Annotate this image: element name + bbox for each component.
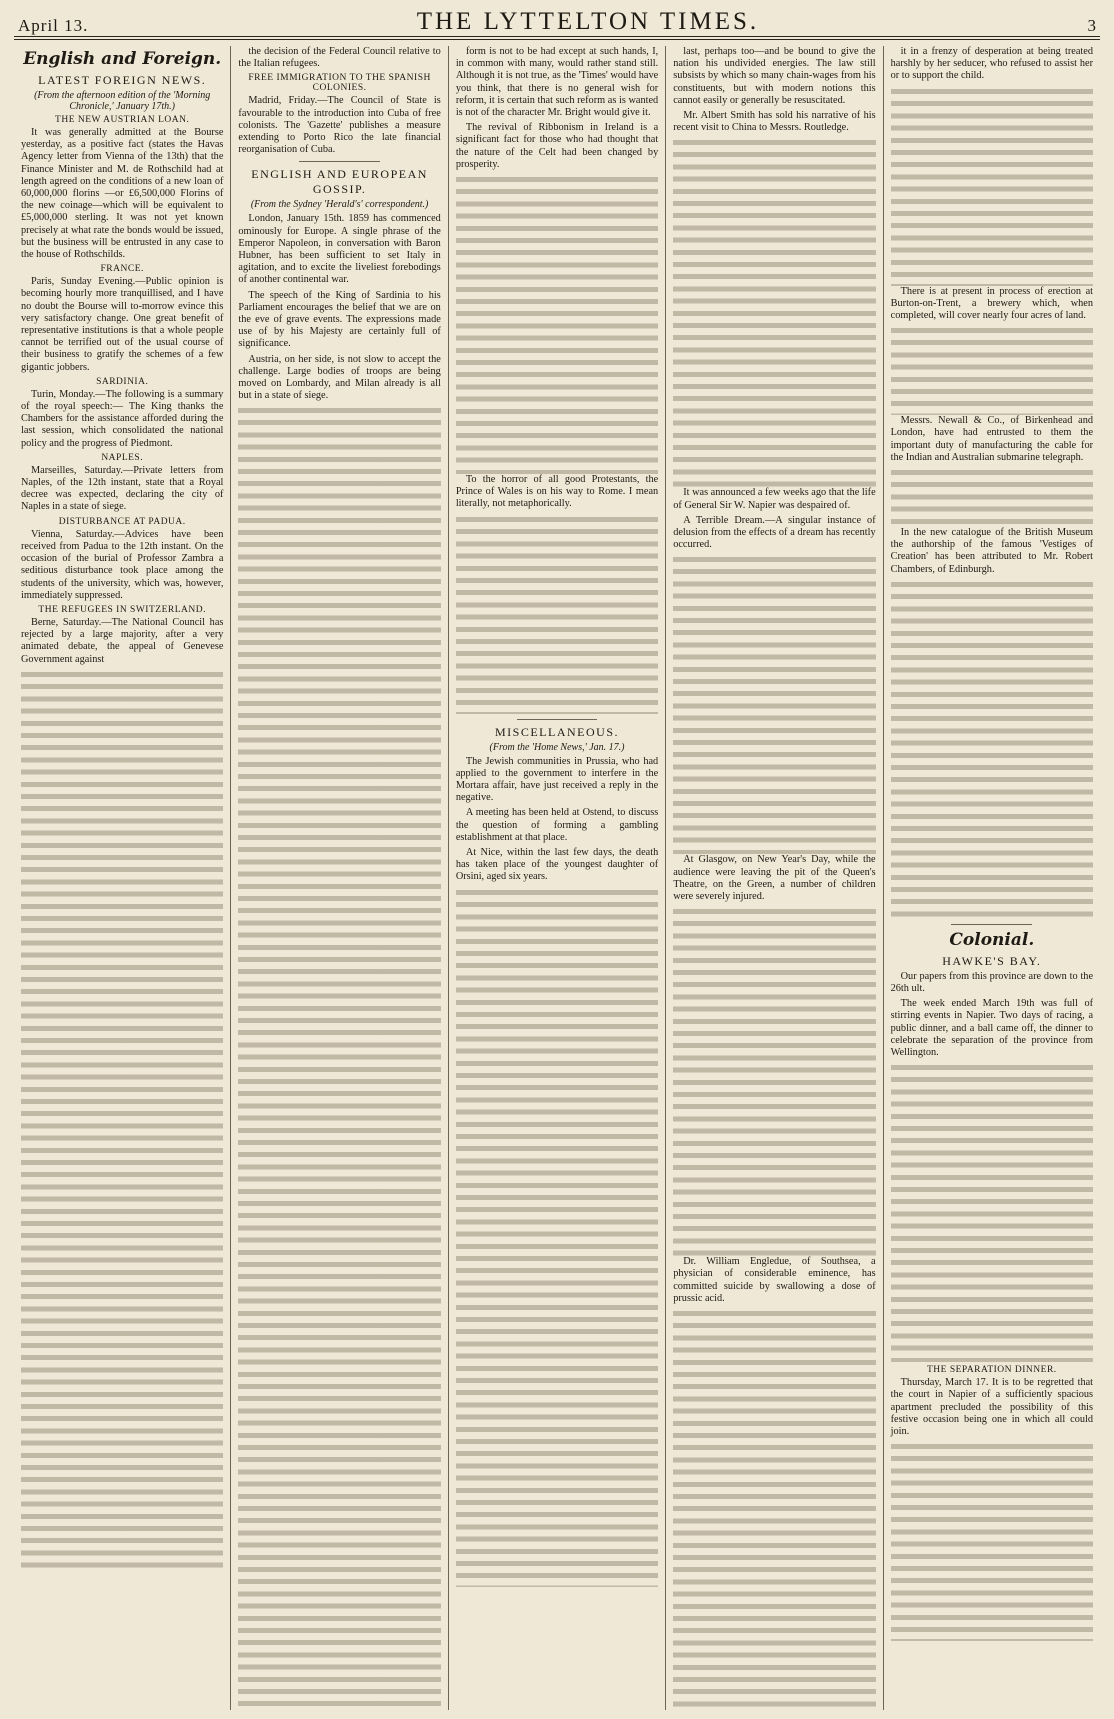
- body-text-lines: [456, 174, 658, 474]
- paragraph: Mr. Albert Smith has sold his narrative of his recent visit to China to Messrs. Routledge.: [673, 110, 876, 134]
- body-text-lines: [456, 887, 658, 1587]
- column-2: [231, 46, 448, 1710]
- paragraph: A meeting has been held at Ostend, to discuss the question of forming a gambling establishment at that place.: [455, 807, 659, 843]
- body-text-lines: [673, 137, 875, 487]
- article-heading: HAWKE'S BAY.: [942, 953, 1042, 968]
- subheading: THE REFUGEES IN SWITZERLAND.: [38, 604, 206, 615]
- section-heading-english-foreign: English and Foreign.: [23, 49, 222, 69]
- masthead-rule: [14, 37, 1100, 40]
- body-text-lines: [673, 554, 875, 854]
- body-text-lines: [891, 467, 1093, 527]
- paragraph: The revival of Ribbonism in Ireland is a significant fact for those who had thought that the nature of the Celt had been changed by prosperity.: [455, 122, 659, 170]
- paragraph: Messrs. Newall & Co., of Birkenhead and London, have had entrusted to them the important duty of manufacturing the cable for the Indian and Australian submarine telegraph.: [890, 415, 1094, 463]
- subheading: FRANCE.: [100, 264, 144, 275]
- paragraph: Vienna, Saturday.—Advices have been received from Padua to the 12th instant. On the occasion of the burial of Professor Zambra a seditious disturbance took place among the students of the university, which was, however, immediately suppressed.: [21, 528, 224, 601]
- body-text-lines: [21, 669, 223, 1569]
- paragraph: The week ended March 19th was full of stirring events in Napier. Two days of racing, a public dinner, and a ball came off, the dinner to celebrate the separation of the province from Wellington.: [890, 998, 1094, 1059]
- newspaper-title: THE LYTTELTON TIMES.: [416, 8, 760, 35]
- paragraph: A Terrible Dream.—A singular instance of delusion from the effects of a dream has recently occurred.: [673, 514, 876, 551]
- masthead: [14, 6, 1100, 37]
- article-source: (From the Sydney 'Herald's' correspondent.): [250, 199, 429, 211]
- subheading: THE NEW AUSTRIAN LOAN.: [55, 115, 190, 125]
- paragraph: It was generally admitted at the Bourse yesterday, as a positive fact (states the Havas Agency letter from Vienna of the 13th) that the Finance Minister and M. de Rothschild had at length agreed on the conditions of a new loan of 60,000,000 florins —or £6,500,000 Florins of the new coinage—which will be equivalent to £5,000,000 sterling. It was not yet known precisely at what rate the bonds would be issued, but the business will be entrusted in any case to the house of Rothschilds.: [21, 127, 224, 261]
- page-number: 3: [1087, 16, 1096, 35]
- divider: [951, 924, 1032, 925]
- article-source: (From the afternoon edition of the 'Morning Chronicle,' January 17th.): [34, 90, 211, 112]
- columns: [14, 46, 1100, 1710]
- body-text-lines: [456, 514, 658, 714]
- body-text-lines: [891, 579, 1093, 919]
- paragraph: At Glasgow, on New Year's Day, while the audience were leaving the pit of the Queen's Theatre, on the Green, a number of children were severely injured.: [673, 854, 876, 903]
- paragraph: To the horror of all good Protestants, the Prince of Wales is on his way to Rome. I mean literally, not metaphorically.: [455, 474, 659, 510]
- article-heading: ENGLISH AND EUROPEAN GOSSIP.: [251, 167, 428, 197]
- body-text-lines: [891, 86, 1093, 286]
- body-text-lines: [891, 325, 1093, 415]
- paragraph: Berne, Saturday.—The National Council has rejected by a large majority, after a very animated debate, the appeal of Genevese Government against: [21, 616, 224, 665]
- subheading: SARDINIA.: [96, 376, 149, 387]
- divider: [517, 719, 598, 720]
- paragraph: Madrid, Friday.—The Council of State is favourable to the introduction into Cuba of free colonists. The 'Gazette' publishes a measure extending to Porto Rico the late financial reorganisation of Cuba.: [238, 95, 441, 156]
- paragraph: Dr. William Engledue, of Southsea, a physician of considerable eminence, has committed suicide by swallowing a dose of prussic acid.: [673, 1256, 876, 1304]
- body-text-lines: [673, 1308, 875, 1708]
- article-source: (From the 'Home News,' Jan. 17.): [489, 741, 625, 753]
- body-text-lines: [673, 906, 875, 1256]
- divider: [299, 161, 380, 162]
- body-text-lines: [891, 1441, 1093, 1641]
- paragraph: Austria, on her side, is not slow to accept the challenge. Large bodies of troops are being moved on Lombardy, and Milan already is all but in a state of siege.: [238, 353, 441, 402]
- paragraph: The speech of the King of Sardinia to his Parliament encourages the belief that we are on the eve of grave events. The expressions made use of by his Majesty are certainly full of significance.: [238, 289, 441, 350]
- paragraph: London, January 15th. 1859 has commenced ominously for Europe. A single phrase of the Emperor Napoleon, in conversation with Baron Hubner, has been sufficient to set Italy in agitation, and to excite the liveliest forebodings of another continental war.: [238, 213, 441, 286]
- paragraph: last, perhaps too—and be bound to give the nation his undivided energies. The law still subsists by which so many chain-wages from his constituents, but with modern notions this cannot easily or generally be resuscitated.: [673, 46, 876, 106]
- article-heading: LATEST FOREIGN NEWS.: [38, 73, 207, 87]
- paragraph: Turin, Monday.—The following is a summary of the royal speech:— The King thanks the Chambers for the assistance afforded during the last session, which consolidated the national policy and the progress of Piedmont.: [21, 388, 224, 449]
- column-1: [14, 46, 231, 1710]
- subheading: DISTURBANCE AT PADUA.: [58, 516, 186, 527]
- paragraph: form is not to be had except at such hands, I, in common with many, would rather stand still. Although it is not true, as the 'Times' would have you think, that there is no general wish for reform, it is certain that such reform as is wanted is not of the character Mr. Bright would give it.: [455, 46, 659, 119]
- paragraph: At Nice, within the last few days, the death has taken place of the youngest daughter of Orsini, aged six years.: [455, 847, 659, 883]
- column-5: [884, 46, 1100, 1710]
- subheading: FREE IMMIGRATION TO THE SPANISH COLONIES.: [248, 73, 431, 94]
- article-heading: MISCELLANEOUS.: [495, 724, 620, 739]
- body-text-lines: [891, 1062, 1093, 1362]
- paragraph: It was announced a few weeks ago that the life of General Sir W. Napier was despaired of.: [673, 487, 876, 511]
- subheading: NAPLES.: [101, 452, 144, 463]
- body-text-lines: [238, 405, 440, 1710]
- paragraph: The Jewish communities in Prussia, who had applied to the government to interfere in the Mortara affair, have just received a reply in the negative.: [455, 755, 659, 804]
- paragraph: Marseilles, Saturday.—Private letters from Naples, of the 12th instant, state that a Royal decree was expected, declaring the city of Naples in a state of siege.: [21, 464, 224, 513]
- section-heading-colonial: Colonial.: [949, 929, 1035, 950]
- paragraph: In the new catalogue of the British Museum the authorship of the famous 'Vestiges of Creation' has been attributed to Mr. Robert Chambers, of Edinburgh.: [890, 527, 1094, 575]
- paragraph: Paris, Sunday Evening.—Public opinion is becoming hourly more tranquillised, and I have no doubt the Bourse will to-morrow evince this very satisfactory change. One great benefit of representative institutions is that a whole people cannot be terrified out of the usual course of their business to gratify the schemes of a few gigantic jobbers.: [21, 276, 224, 373]
- column-4: [666, 46, 883, 1710]
- paragraph: it in a frenzy of desperation at being treated harshly by her seducer, who refused to assist her or to support the child.: [890, 46, 1094, 82]
- paragraph: Thursday, March 17. It is to be regretted that the court in Napier of a sufficiently spacious apartment precluded the possibility of this festive occasion being one in which all could join.: [890, 1377, 1094, 1438]
- paragraph: There is at present in process of erection at Burton-on-Trent, a brewery which, when completed, will cover nearly four acres of land.: [890, 285, 1094, 322]
- paragraph: Our papers from this province are down to the 26th ult.: [890, 970, 1094, 995]
- subheading: THE SEPARATION DINNER.: [926, 1365, 1057, 1376]
- paragraph: the decision of the Federal Council relative to the Italian refugees.: [238, 46, 441, 70]
- issue-date: April 13.: [18, 16, 89, 35]
- column-3: [449, 46, 666, 1710]
